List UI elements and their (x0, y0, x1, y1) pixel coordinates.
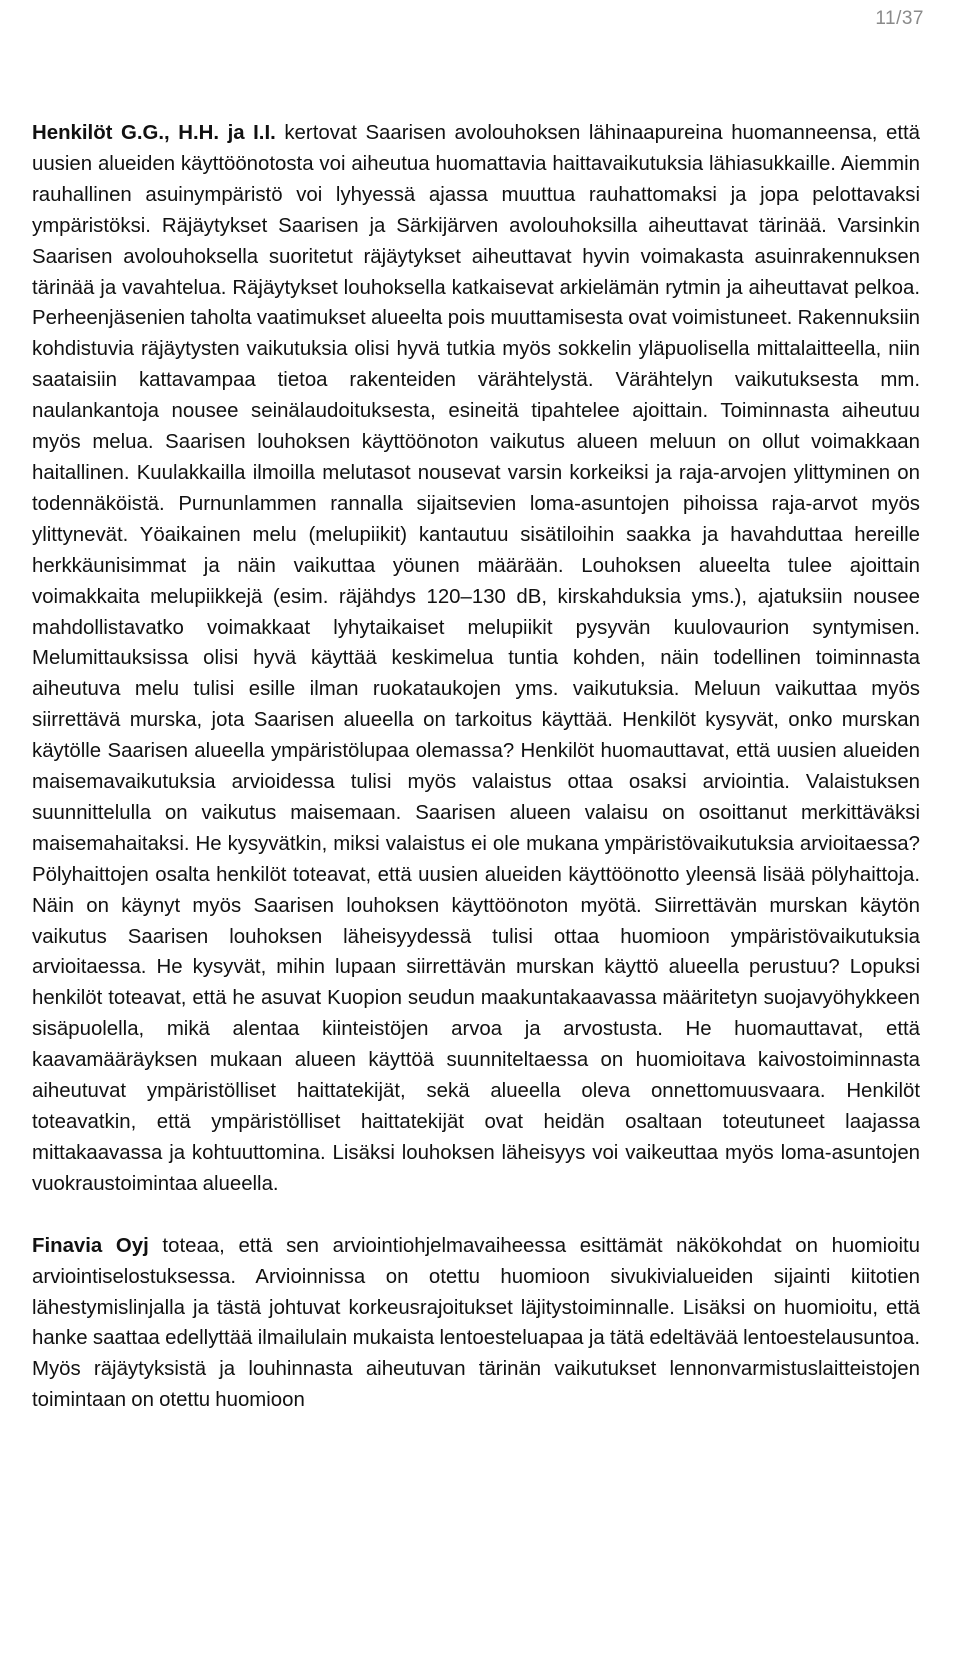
document-body (32, 118, 920, 1416)
paragraph-lead-finavia: Finavia Oyj (32, 1234, 149, 1257)
paragraph-text-residents: kertovat Saarisen avolouhoksen lähinaapureina huomanneensa, että uusien alueiden käyttöönotosta voi aiheutua huomattavia haittavaikutuksia lähiasukkaille. Aiemmin rauhallinen asuinympäristö voi lyhyessä ajassa muuttua rauhattomaksi ja jopa pelottavaksi ympäristöksi. Räjäytykset Saarisen ja Särkijärven avolouhoksilla aiheuttavat tärinää. Varsinkin Saarisen avolouhoksella suoritetut räjäytykset aiheuttavat hyvin voimakasta asuinrakennuksen tärinää ja vavahtelua. Räjäytykset louhoksella katkaisevat arkielämän rytmin ja aiheuttavat pelkoa. Perheenjäsenien taholta vaatimukset alueelta pois muuttamisesta ovat voimistuneet. Rakennuksiin kohdistuvia räjäytysten vaikutuksia olisi hyvä tutkia myös sokkelin yläpuolisella mittalaitteella, niin saataisiin kattavampaa tietoa rakenteiden värähtelystä. Värähtelyn vaikutuksesta mm. naulankantoja nousee seinälaudoituksesta, esineitä tipahtelee ajoittain. Toiminnasta aiheutuu myös melua. Saarisen louhoksen käyttöönoton vaikutus alueen meluun on ollut voimakkaan haitallinen. Kuulakkailla ilmoilla melutasot nousevat varsin korkeiksi ja raja-arvojen ylittyminen on todennäköistä. Purnunlammen rannalla sijaitsevien loma-asuntojen pihoissa raja-arvot myös ylittynevät. Yöaikainen melu (melupiikit) kantautuu sisätiloihin saakka ja havahduttaa hereille herkkäunisimmat ja näin vaikuttaa yöunen määrään. Louhoksen alueelta tulee ajoittain voimakkaita melupiikkejä (esim. räjähdys 120–130 dB, kirskahduksia yms.), ajatuksiin nousee mahdollistavatko voimakkaat lyhytaikaiset melupiikit pysyvän kuulovaurion syntymisen. Melumittauksissa olisi hyvä käyttää keskimelua tuntia kohden, näin todellinen toiminnasta aiheutuva melu tulisi esille ilman ruokataukojen yms. vaikutuksia. Meluun vaikuttaa myös siirrettävä murska, jota Saarisen alueella on tarkoitus käyttää. Henkilöt kysyvät, onko murskan käytölle Saarisen alueella ympäristölupaa olemassa? Henkilöt huomauttavat, että uusien alueiden maisemavaikutuksia arvioidessa tulisi myös valaistus ottaa osaksi arviointia. Valaistuksen suunnittelulla on vaikutus maisemaan. Saarisen alueen valaisu on osoittanut merkittäväksi maisemahaitaksi. He kysyvätkin, miksi valaistus ei ole mukana ympäristövaikutuksia arvioitaessa? Pölyhaittojen osalta henkilöt toteavat, että uusien alueiden käyttöönotto yleensä lisää pölyhaittoja. Näin on käynyt myös Saarisen louhoksen käyttöönoton myötä. Siirrettävän murskan käytön vaikutus Saarisen louhoksen läheisyydessä tulisi ottaa huomioon ympäristövaikutuksia arvioitaessa. He kysyvät, mihin lupaan siirrettävän murskan käyttö alueella perustuu? Lopuksi henkilöt toteavat, että he asuvat Kuopion seudun maakuntakaavassa määritetyn suojavyöhykkeen sisäpuolella, mikä alentaa kiinteistöjen arvoa ja arvostusta. He huomauttavat, että kaavamääräyksen mukaan alueen käyttöä suunniteltaessa on huomioitava kaivostoiminnasta aiheutuvat ympäristölliset haittatekijät, sekä alueella oleva onnettomuusvaara. Henkilöt toteavatkin, että ympäristölliset haittatekijät ovat heidän osaltaan toteutuneet laajassa mittakaavassa ja kohtuuttomina. Lisäksi louhoksen läheisyys voi vaikeuttaa myös loma-asuntojen vuokraustoimintaa alueella. (32, 122, 921, 1195)
paragraph-residents-statement (32, 118, 920, 1200)
paragraph-finavia-statement (32, 1231, 920, 1416)
page-number: 11/37 (875, 8, 924, 29)
paragraph-lead-residents: Henkilöt G.G., H.H. ja I.I. (32, 122, 276, 144)
paragraph-text-finavia: toteaa, että sen arviointiohjelmavaiheessa esittämät näkökohdat on huomioitu arviointiselostuksessa. Arvioinnissa on otettu huomioon sivukivialueiden sijainti kiitotien lähestymislinjalla ja tästä johtuvat korkeusrajoitukset läjitystoiminnalle. Lisäksi on huomioitu, että hanke saattaa edellyttää ilmailulain mukaista lentoesteluapaa ja tätä edeltävää lentoestelausuntoa. Myös räjäytyksistä ja louhinnasta aiheutuvan tärinän vaikutukset lennonvarmistuslaitteistojen toimintaan on otettu huomioon (32, 1234, 920, 1412)
